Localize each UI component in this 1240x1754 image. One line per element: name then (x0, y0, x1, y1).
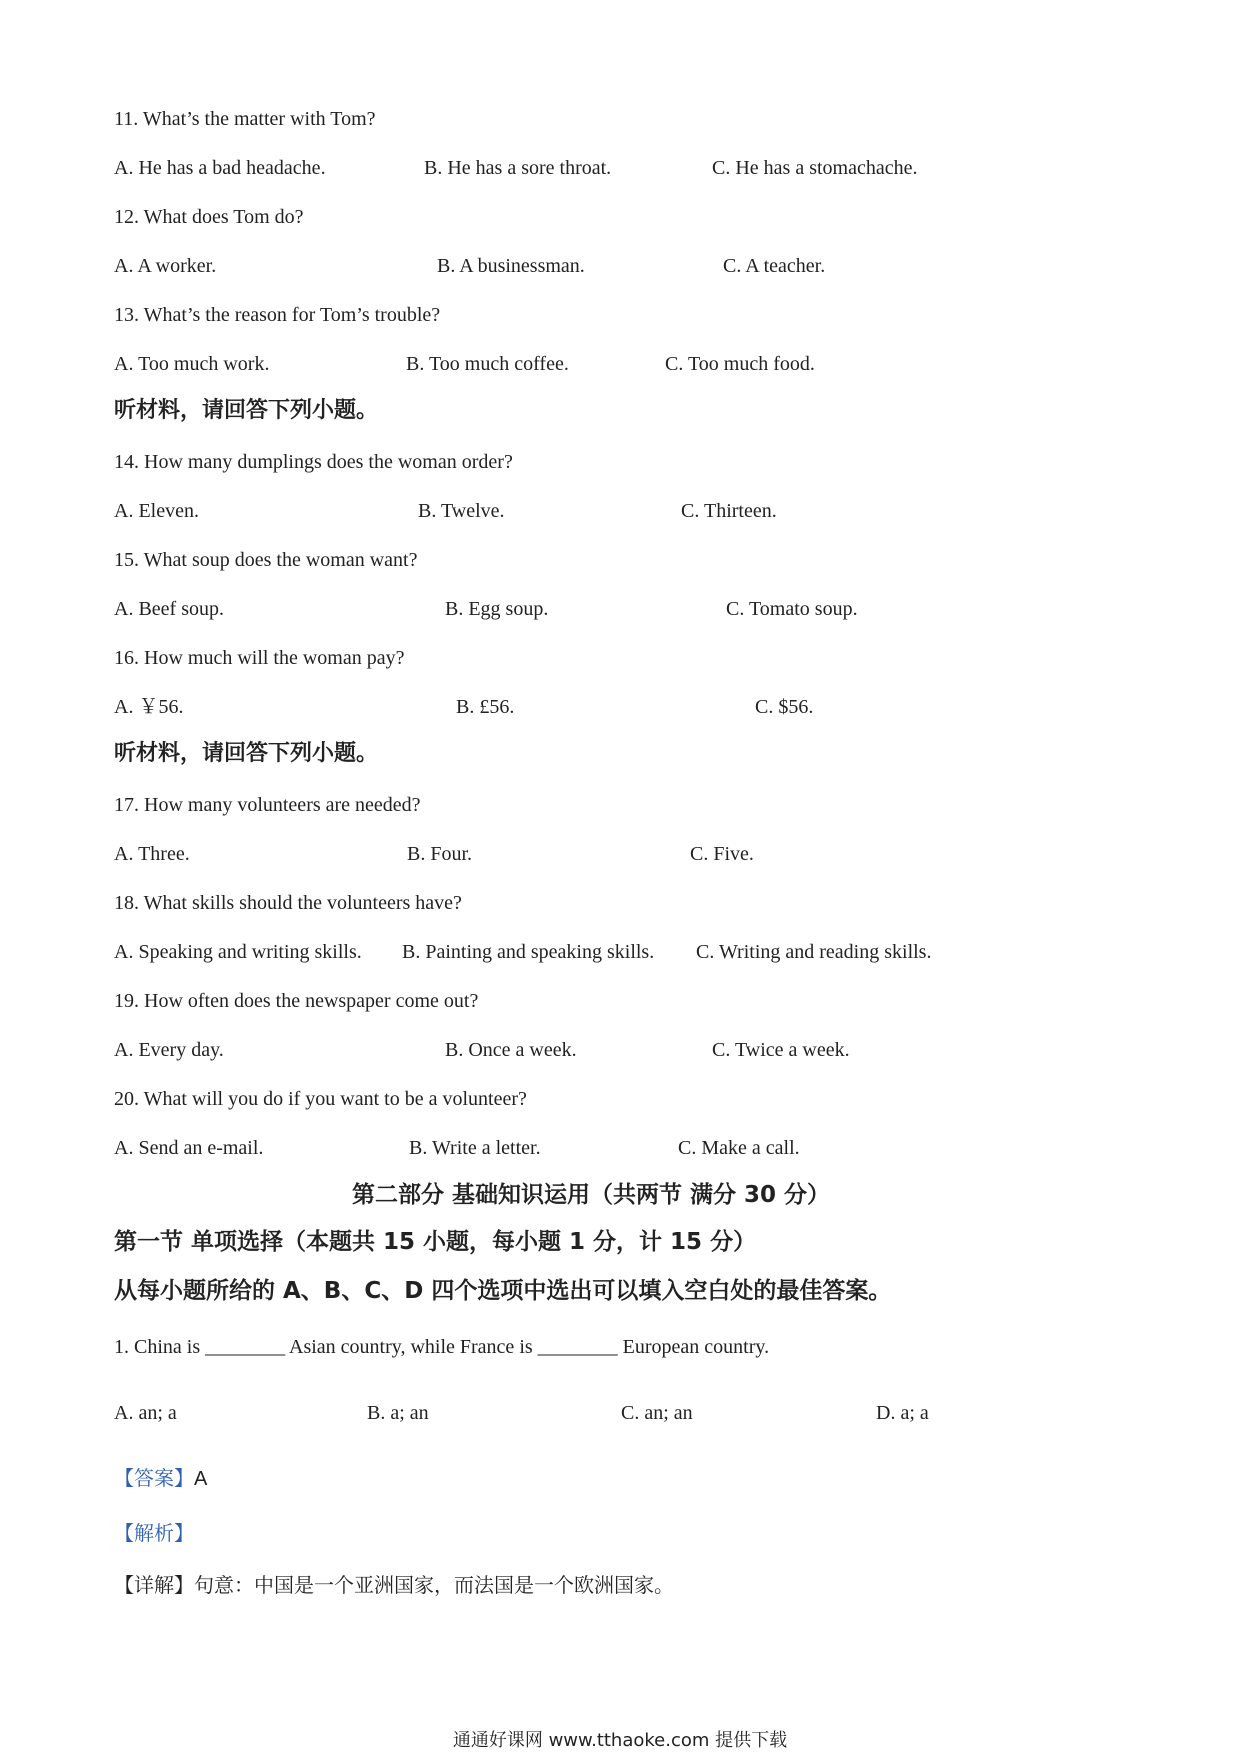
q18-option-a: A. Speaking and writing skills. (114, 941, 362, 963)
q15-option-c: C. Tomato soup. (726, 598, 858, 620)
q18-option-c: C. Writing and reading skills. (696, 941, 932, 963)
detail-label: 【详解】 (114, 1573, 194, 1597)
q19-option-c: C. Twice a week. (712, 1039, 850, 1061)
q18-option-b: B. Painting and speaking skills. (402, 941, 655, 963)
question-17: 17. How many volunteers are needed? (114, 794, 421, 816)
answer-value: A (194, 1468, 208, 1490)
q16-option-c: C. $56. (755, 696, 814, 718)
answer-line (114, 1465, 207, 1492)
q12-option-c: C. A teacher. (723, 255, 826, 277)
q14-option-c: C. Thirteen. (681, 500, 777, 522)
q15-option-a: A. Beef soup. (114, 598, 224, 620)
q14-option-a: A. Eleven. (114, 500, 199, 522)
part-two-title: 第二部分 基础知识运用（共两节 满分 30 分） (352, 1182, 831, 1208)
question-12: 12. What does Tom do? (114, 206, 304, 228)
question-15: 15. What soup does the woman want? (114, 549, 418, 571)
q16-option-b: B. £56. (456, 696, 515, 718)
q13-option-a: A. Too much work. (114, 353, 270, 375)
mc1-option-b: B. a; an (367, 1402, 429, 1424)
question-19: 19. How often does the newspaper come out? (114, 990, 479, 1012)
question-20: 20. What will you do if you want to be a volunteer? (114, 1088, 527, 1110)
q17-option-a: A. Three. (114, 843, 190, 865)
q19-option-a: A. Every day. (114, 1039, 224, 1061)
q14-option-b: B. Twelve. (418, 500, 505, 522)
q11-option-a: A. He has a bad headache. (114, 157, 326, 179)
question-14: 14. How many dumplings does the woman order? (114, 451, 513, 473)
listening-instruction-heading-2: 听材料，请回答下列小题。 (114, 741, 379, 766)
analysis-label: 【解析】 (114, 1521, 194, 1545)
q15-option-b: B. Egg soup. (445, 598, 549, 620)
section-one-title: 第一节 单项选择（本题共 15 小题，每小题 1 分，计 15 分） (114, 1229, 757, 1255)
q17-option-b: B. Four. (407, 843, 473, 865)
question-16: 16. How much will the woman pay? (114, 647, 405, 669)
listening-instruction-heading: 听材料，请回答下列小题。 (114, 398, 379, 423)
mc1-option-c: C. an; an (621, 1402, 693, 1424)
q17-option-c: C. Five. (690, 843, 754, 865)
question-18: 18. What skills should the volunteers have? (114, 892, 462, 914)
q12-option-b: B. A businessman. (437, 255, 585, 277)
q20-option-b: B. Write a letter. (409, 1137, 541, 1159)
q11-option-c: C. He has a stomachache. (712, 157, 918, 179)
q13-option-b: B. Too much coffee. (406, 353, 569, 375)
q16-option-a: A. ￥56. (114, 696, 184, 718)
answer-label: 【答案】 (114, 1466, 194, 1490)
q12-option-a: A. A worker. (114, 255, 217, 277)
q13-option-c: C. Too much food. (665, 353, 815, 375)
mc-question-1: 1. China is ________ Asian country, while France is ________ European country. (114, 1336, 770, 1358)
mc1-option-a: A. an; a (114, 1402, 177, 1424)
question-13: 13. What’s the reason for Tom’s trouble? (114, 304, 441, 326)
detail-text: 句意：中国是一个亚洲国家，而法国是一个欧洲国家。 (194, 1573, 674, 1597)
q19-option-b: B. Once a week. (445, 1039, 577, 1061)
q20-option-a: A. Send an e-mail. (114, 1137, 264, 1159)
page-footer: 通通好课网 www.tthaoke.com 提供下载 (452, 1730, 788, 1751)
mc1-option-d: D. a; a (876, 1402, 929, 1424)
detail-line (114, 1572, 674, 1598)
question-11: 11. What’s the matter with Tom? (114, 108, 376, 130)
section-instruction: 从每小题所给的 A、B、C、D 四个选项中选出可以填入空白处的最佳答案。 (114, 1278, 892, 1304)
analysis-line (114, 1520, 194, 1547)
q20-option-c: C. Make a call. (678, 1137, 800, 1159)
q11-option-b: B. He has a sore throat. (424, 157, 612, 179)
